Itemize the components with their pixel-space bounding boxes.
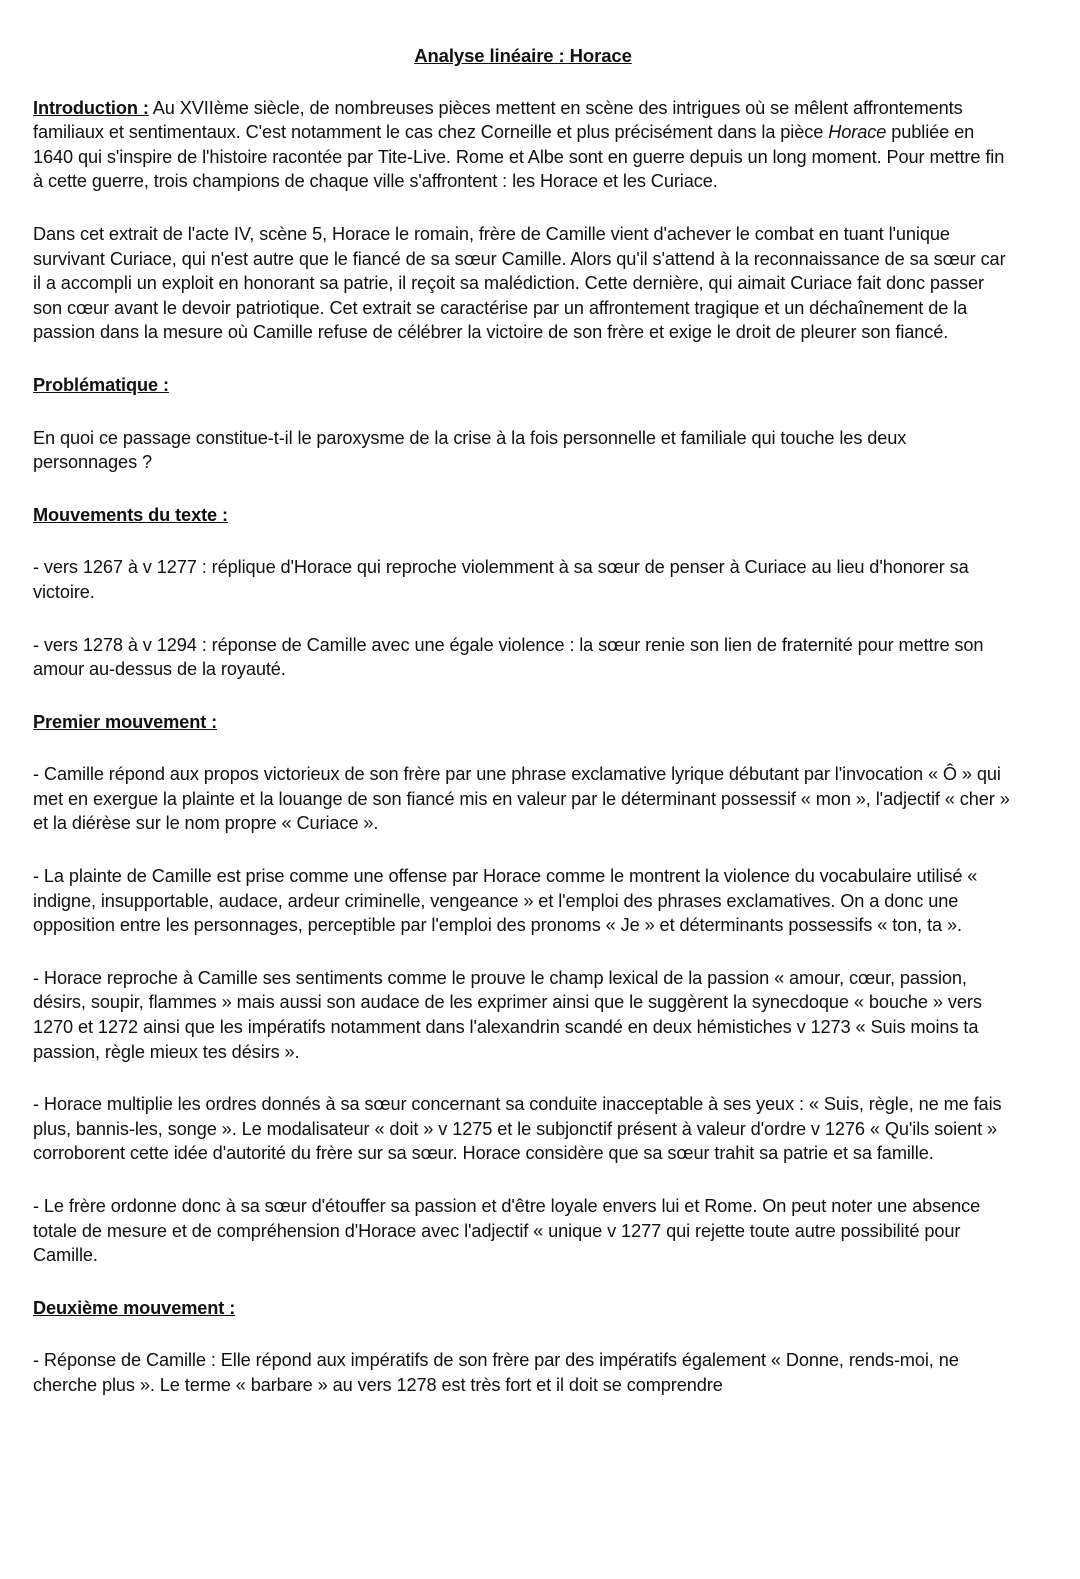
premier-mouvement-paragraph: - La plainte de Camille est prise comme une offense par Horace comme le montrent la violence du vocabulaire utilisé « indigne, insupportable, audace, ardeur criminelle, vengeance » et l'emploi des phrases exclamatives. On a donc une opposition entre les personnages, perceptible par l'emploi des pronoms « Je » et déterminants possessifs « ton, ta ».: [33, 866, 978, 936]
introduction-text-2: publiée en 1640 qui s'inspire de l'histoire racontée par Tite-Live. Rome et Albe sont en guerre depuis un long moment. Pour mettre fin à cette guerre, trois champions de chaque ville s'affrontent : les Horace et les Curiace.: [33, 122, 1005, 192]
play-title-italic: Horace: [828, 122, 887, 143]
premier-mouvement-paragraph: - Camille répond aux propos victorieux de son frère par une phrase exclamative lyrique débutant par l'invocation « Ô » qui met en exergue la plainte et la louange de son fiancé mis en valeur par le déterminant possessif « mon », l'adjectif « cher » et la diérèse sur le nom propre « Curiace ».: [33, 764, 1010, 834]
mouvements-heading: Mouvements du texte :: [33, 504, 228, 525]
premier-mouvement-paragraph: - Le frère ordonne donc à sa sœur d'étouffer sa passion et d'être loyale envers lui et Rome. On peut noter une absence totale de mesure et de compréhension d'Horace avec l'adjectif « unique v 1277 qui rejette toute autre possibilité pour Camille.: [33, 1196, 981, 1266]
problematique-text: En quoi ce passage constitue-t-il le paroxysme de la crise à la fois personnelle et familiale qui touche les deux personnages ?: [33, 427, 907, 473]
problematique-heading: Problématique :: [33, 374, 169, 395]
document-title: Analyse linéaire : Horace: [414, 45, 632, 66]
introduction-paragraph: [33, 96, 1013, 194]
introduction-text-1: Au XVIIème siècle, de nombreuses pièces mettent en scène des intrigues où se mêlent affrontements familiaux et sentimentaux. C'est notamment le cas chez Corneille et plus précisément dans la pièce: [33, 97, 963, 143]
premier-mouvement-paragraph: - Horace multiplie les ordres donnés à sa sœur concernant sa conduite inacceptable à ses yeux : « Suis, règle, ne me fais plus, bannis-les, songe ». Le modalisateur « doit » v 1275 et le subjonctif présent à valeur d'ordre v 1276 « Qu'ils soient » corroborent cette idée d'autorité du frère sur sa sœur. Horace considère que sa sœur trahit sa patrie et sa famille.: [33, 1094, 1002, 1164]
premier-mouvement-paragraph: - Horace reproche à Camille ses sentiments comme le prouve le champ lexical de la passion « amour, cœur, passion, désirs, soupir, flammes » mais aussi son audace de les exprimer ainsi que le suggèrent la synecdoque « bouche » vers 1270 et 1272 ainsi que les impératifs notamment dans l'alexandrin scandé en deux hémistiches v 1273 « Suis moins ta passion, règle mieux tes désirs ».: [33, 967, 982, 1062]
deuxieme-mouvement-paragraph: - Réponse de Camille : Elle répond aux impératifs de son frère par des impératifs également « Donne, rends-moi, ne cherche plus ». Le terme « barbare » au vers 1278 est très fort et il doit se comprendre: [33, 1350, 959, 1395]
context-paragraph: Dans cet extrait de l'acte IV, scène 5, Horace le romain, frère de Camille vient d'achever le combat en tuant l'unique survivant Curiace, qui n'est autre que le fiancé de sa sœur Camille. Alors qu'il s'attend à la reconnaissance de sa sœur car il a accompli un exploit en honorant sa patrie, il reçoit sa malédiction. Cette dernière, qui aimait Curiace fait donc passer son cœur avant le devoir patriotique. Cet extrait se caractérise par un affrontement tragique et un déchaînement de la passion dans la mesure où Camille refuse de célébrer la victoire de son frère et exige le droit de pleurer son fiancé.: [33, 223, 1006, 343]
introduction-label: Introduction :: [33, 97, 149, 118]
premier-mouvement-heading: Premier mouvement :: [33, 711, 218, 732]
deuxieme-mouvement-heading: Deuxième mouvement :: [33, 1297, 236, 1318]
document-page: [33, 44, 1013, 1426]
mouvement-item: - vers 1278 à v 1294 : réponse de Camille avec une égale violence : la sœur renie son lien de fraternité pour mettre son amour au-dessus de la royauté.: [33, 634, 984, 680]
mouvement-item: - vers 1267 à v 1277 : réplique d'Horace qui reproche violemment à sa sœur de penser à Curiace au lieu d'honorer sa victoire.: [33, 557, 969, 602]
